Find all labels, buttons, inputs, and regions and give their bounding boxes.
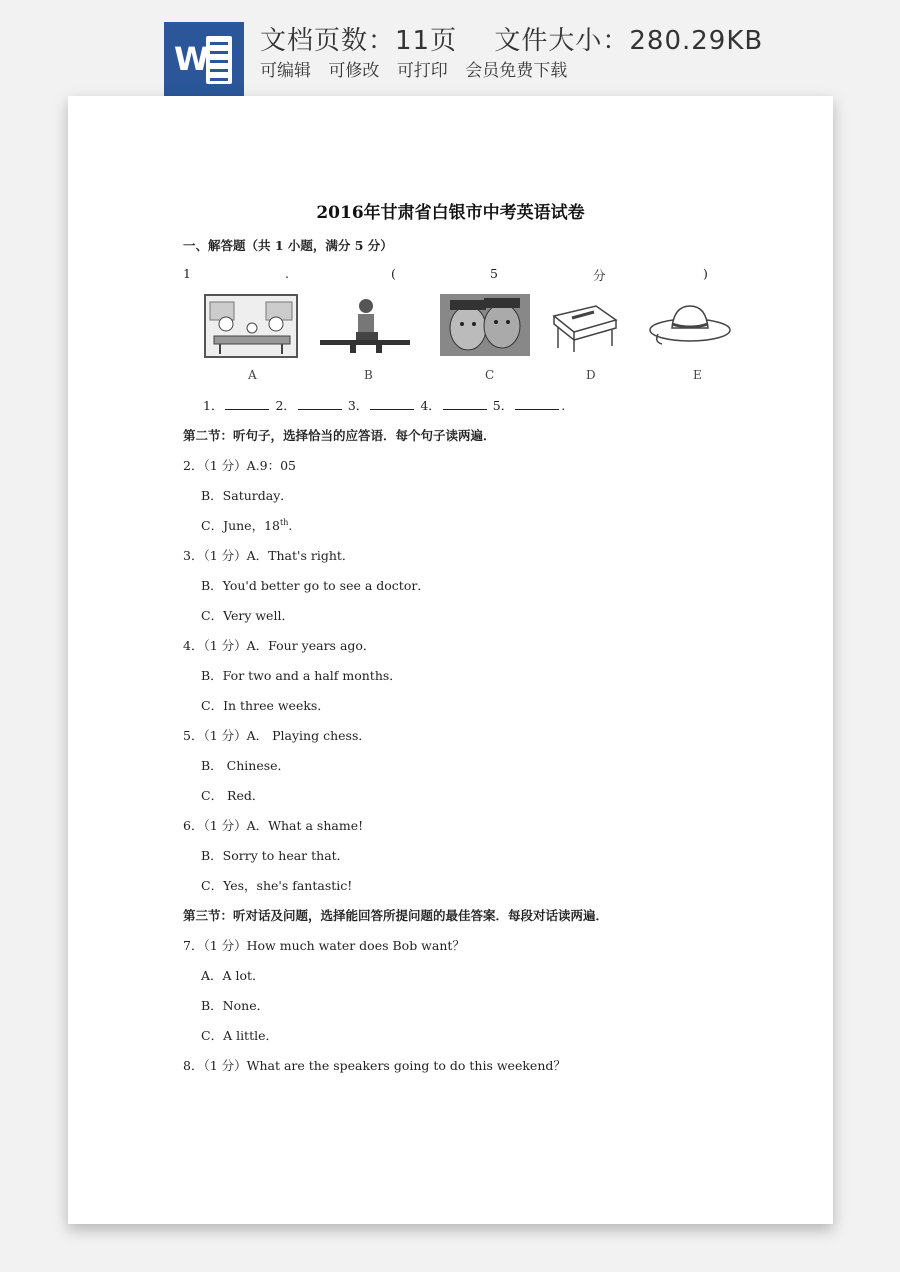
q1-fen: 分 <box>593 268 606 283</box>
page-count: 文档页数：11页 <box>260 26 458 56</box>
answer-blank[interactable] <box>515 397 559 410</box>
question-7-option-a: A．A lot． <box>201 968 265 983</box>
section-heading-1: 一、解答题（共 1 小题，满分 5 分） <box>183 238 393 253</box>
question-4-option-b: B．For two and a half months． <box>201 668 402 683</box>
q1-paren-right: ) <box>703 266 708 281</box>
question-6: 6．（1 分）A．What a shame! <box>183 818 364 833</box>
q1-paren-left: ( <box>391 266 396 281</box>
question-3-option-c: C．Very well． <box>201 608 294 623</box>
answer-blank[interactable] <box>443 397 487 410</box>
option-text-end: . <box>288 518 293 533</box>
word-document-icon <box>164 22 244 96</box>
feature-item: 可打印 <box>396 61 448 81</box>
question-4: 4．（1 分）A．Four years ago． <box>183 638 376 653</box>
question-2: 2．（1 分）A.9：05 <box>183 458 296 473</box>
answer-blank[interactable] <box>370 397 414 410</box>
question-7: 7．（1 分）How much water does Bob want？ <box>183 938 465 953</box>
picture-d-desk-icon <box>550 294 620 354</box>
question-5-option-b: B． Chinese． <box>201 758 291 773</box>
question-5: 5．（1 分）A． Playing chess． <box>183 728 371 743</box>
q1-five: 5 <box>490 266 498 281</box>
blank-end: . <box>561 398 566 413</box>
question-7-option-b: B．None． <box>201 998 270 1013</box>
feature-item: 可修改 <box>328 61 380 81</box>
feature-item: 会员免费下载 <box>465 61 568 81</box>
document-stats <box>260 20 791 57</box>
answer-blank[interactable] <box>225 397 269 410</box>
section-heading-2: 第二节：听句子，选择恰当的应答语．每个句子读两遍． <box>183 428 496 443</box>
blank-number: 3． <box>347 398 369 413</box>
question-3-option-b: B．You'd better go to see a doctor． <box>201 578 430 593</box>
section-heading-3: 第三节：听对话及问题，选择能回答所提问题的最佳答案．每段对话读两遍． <box>183 908 609 923</box>
question-5-option-c: C． Red． <box>201 788 265 803</box>
picture-e-hat-icon <box>648 294 732 354</box>
picture-a-dinner-icon <box>204 294 298 358</box>
picture-label: A <box>248 368 257 382</box>
question-3: 3．（1 分）A．That's right． <box>183 548 355 563</box>
question-6-option-b: B．Sorry to hear that． <box>201 848 350 863</box>
question-2-option-b: B．Saturday． <box>201 488 293 503</box>
download-banner <box>0 0 900 96</box>
blank-number: 2． <box>275 398 296 413</box>
picture-b-bench-icon <box>320 294 410 358</box>
answer-blank[interactable] <box>298 397 342 410</box>
question-1-row <box>183 266 713 282</box>
document-page <box>68 96 833 1224</box>
answer-blanks <box>203 396 565 414</box>
document-lines-icon <box>206 36 232 84</box>
feature-item: 可编辑 <box>260 61 311 81</box>
blank-number: 1． <box>203 398 224 413</box>
q1-number: 1 <box>183 266 191 281</box>
blank-number: 5． <box>492 398 514 413</box>
question-7-option-c: C．A little． <box>201 1028 279 1043</box>
picture-c-faces-icon <box>440 294 530 356</box>
question-6-option-c: C．Yes，she's fantastic! <box>201 878 353 893</box>
picture-label: D <box>586 368 596 382</box>
question-8: 8．（1 分）What are the speakers going to do this weekend？ <box>183 1058 566 1073</box>
file-size: 文件大小：280.29KB <box>494 26 764 56</box>
word-icon-letter: W <box>174 40 210 78</box>
page-title: 2016年甘肃省白银市中考英语试卷 <box>316 203 585 223</box>
feature-list <box>260 56 579 81</box>
picture-label: E <box>693 368 702 382</box>
blank-number: 4． <box>420 398 441 413</box>
picture-label: C <box>485 368 495 382</box>
question-2-option-c <box>201 516 292 534</box>
superscript: th <box>279 517 289 527</box>
picture-label: B <box>364 368 373 382</box>
option-text: C．June，18 <box>201 518 280 533</box>
question-4-option-c: C．In three weeks． <box>201 698 330 713</box>
q1-dot: . <box>285 266 289 281</box>
